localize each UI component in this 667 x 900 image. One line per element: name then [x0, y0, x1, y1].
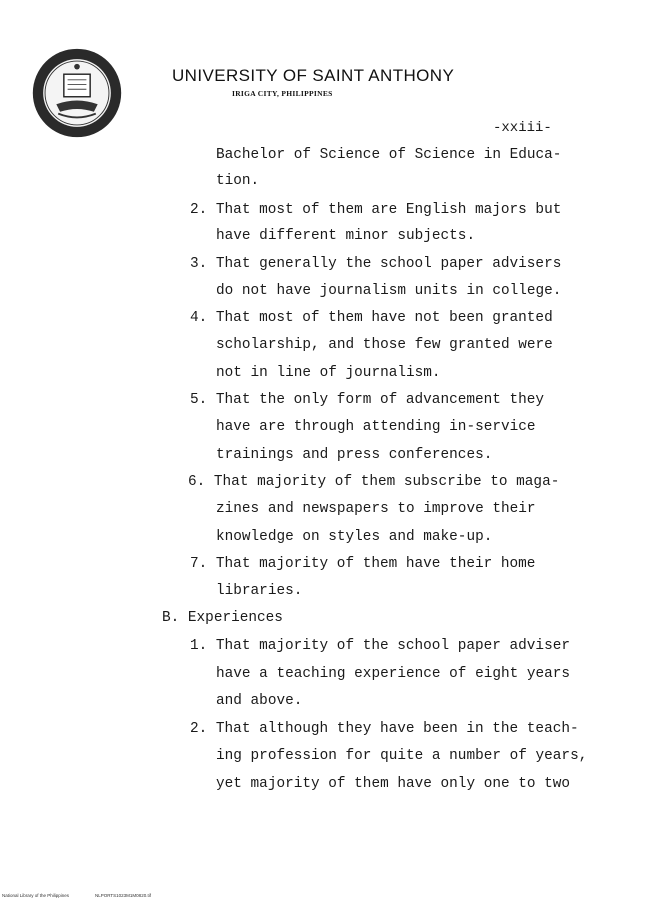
university-name: UNIVERSITY OF SAINT ANTHONY — [172, 66, 455, 85]
footer-source: National Library of the Philippines — [2, 893, 70, 898]
list-item-4: 4. That most of them have not been granted — [190, 310, 553, 326]
text-line: scholarship, and those few granted were — [216, 337, 553, 353]
text-line: libraries. — [216, 583, 303, 599]
text-line: knowledge on styles and make-up. — [216, 529, 493, 545]
text-line: trainings and press conferences. — [216, 447, 493, 463]
text-line: and above. — [216, 693, 303, 709]
footer-filename: NLPORTS1023M1M0820.tif — [95, 893, 151, 898]
list-item-6: 6. That majority of them subscribe to maga- — [188, 474, 560, 490]
text-line: have are through attending in-service — [216, 419, 536, 435]
list-item-3: 3. That generally the school paper advisers — [190, 256, 562, 272]
text-line: not in line of journalism. — [216, 365, 441, 381]
university-seal-logo — [30, 46, 124, 140]
list-item-2: 2. That most of them are English majors but — [190, 202, 562, 218]
section-heading-experiences: B. Experiences — [162, 610, 283, 626]
page-number: -xxiii- — [493, 120, 552, 136]
list-item-7: 7. That majority of them have their home — [190, 556, 536, 572]
list-item-5: 5. That the only form of advancement they — [190, 392, 545, 408]
list-item-2: 2. That although they have been in the teach- — [190, 721, 579, 737]
text-line: Bachelor of Science of Science in Educa- — [216, 147, 562, 163]
list-item-1: 1. That majority of the school paper adviser — [190, 638, 570, 654]
text-line: do not have journalism units in college. — [216, 283, 562, 299]
university-city: IRIGA CITY, PHILIPPINES — [232, 89, 333, 98]
text-line: have a teaching experience of eight years — [216, 666, 571, 682]
text-line: have different minor subjects. — [216, 228, 476, 244]
text-line: zines and newspapers to improve their — [216, 501, 536, 517]
text-line: tion. — [216, 173, 260, 189]
text-line: ing profession for quite a number of years, — [216, 748, 588, 764]
text-line: yet majority of them have only one to two — [216, 776, 571, 792]
